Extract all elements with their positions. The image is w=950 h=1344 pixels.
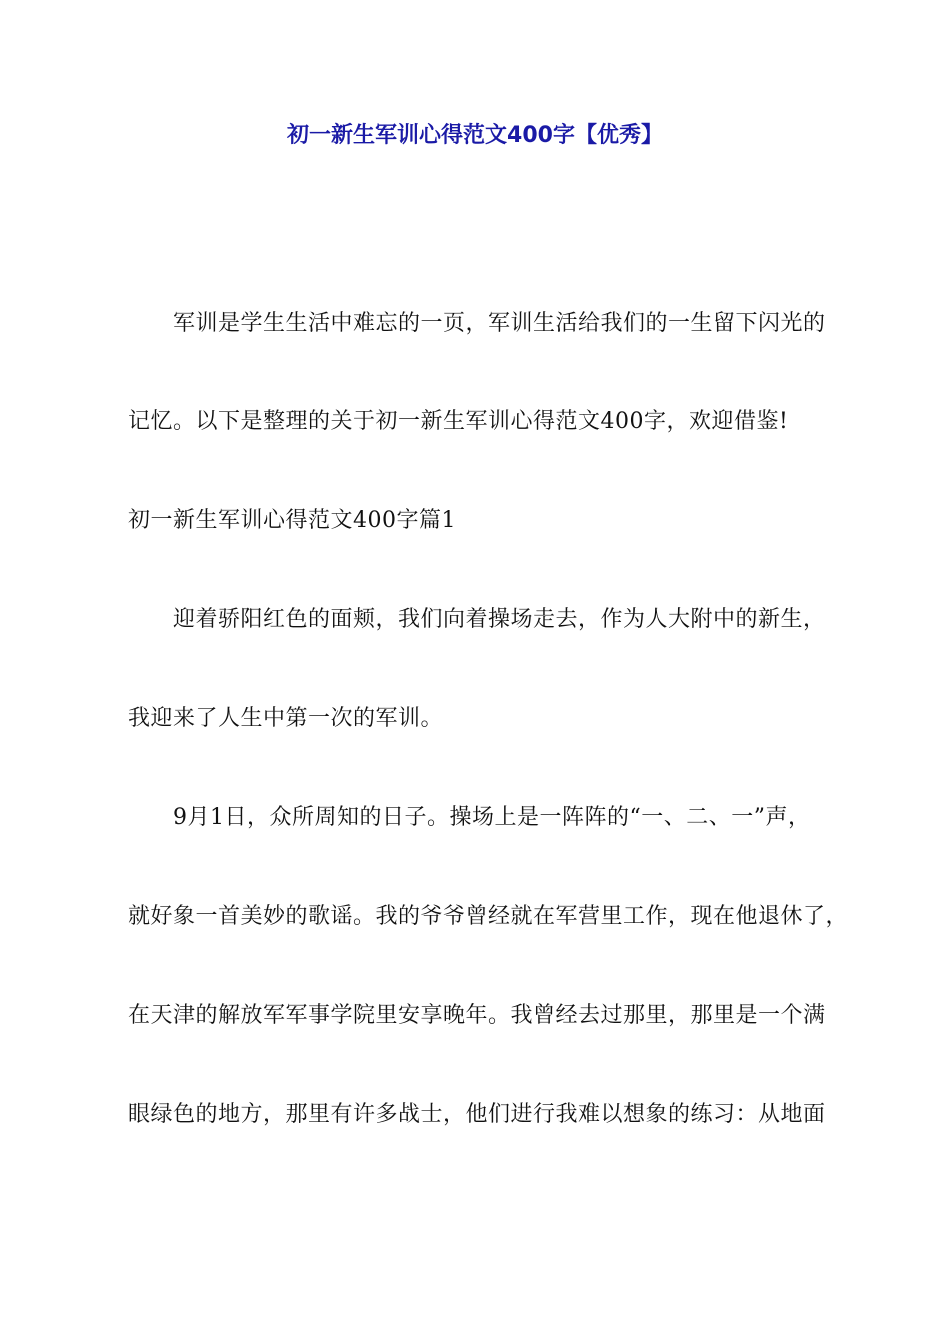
- paragraph-line-5: 9月1日，众所周知的日子。操场上是一阵阵的“一、二、一”声，: [173, 805, 811, 830]
- paragraph-line-3: 迎着骄阳红色的面颊，我们向着操场走去，作为人大附中的新生，: [173, 607, 826, 632]
- paragraph-line-6: 就好象一首美妙的歌谣。我的爷爷曾经就在军营里工作，现在他退休了，: [128, 904, 849, 929]
- paragraph-line-2: 记忆。以下是整理的关于初一新生军训心得范文400字，欢迎借鉴!: [128, 409, 789, 434]
- document-title: 初一新生军训心得范文400字【优秀】: [287, 123, 663, 148]
- paragraph-line-1: 军训是学生生活中难忘的一页，军训生活给我们的一生留下闪光的: [173, 311, 826, 336]
- paragraph-line-4: 我迎来了人生中第一次的军训。: [128, 706, 444, 731]
- section-heading: 初一新生军训心得范文400字篇1: [128, 508, 456, 533]
- paragraph-line-8: 眼绿色的地方，那里有许多战士，他们进行我难以想象的练习：从地面: [128, 1102, 826, 1127]
- paragraph-line-7: 在天津的解放军军事学院里安享晚年。我曾经去过那里，那里是一个满: [128, 1003, 826, 1028]
